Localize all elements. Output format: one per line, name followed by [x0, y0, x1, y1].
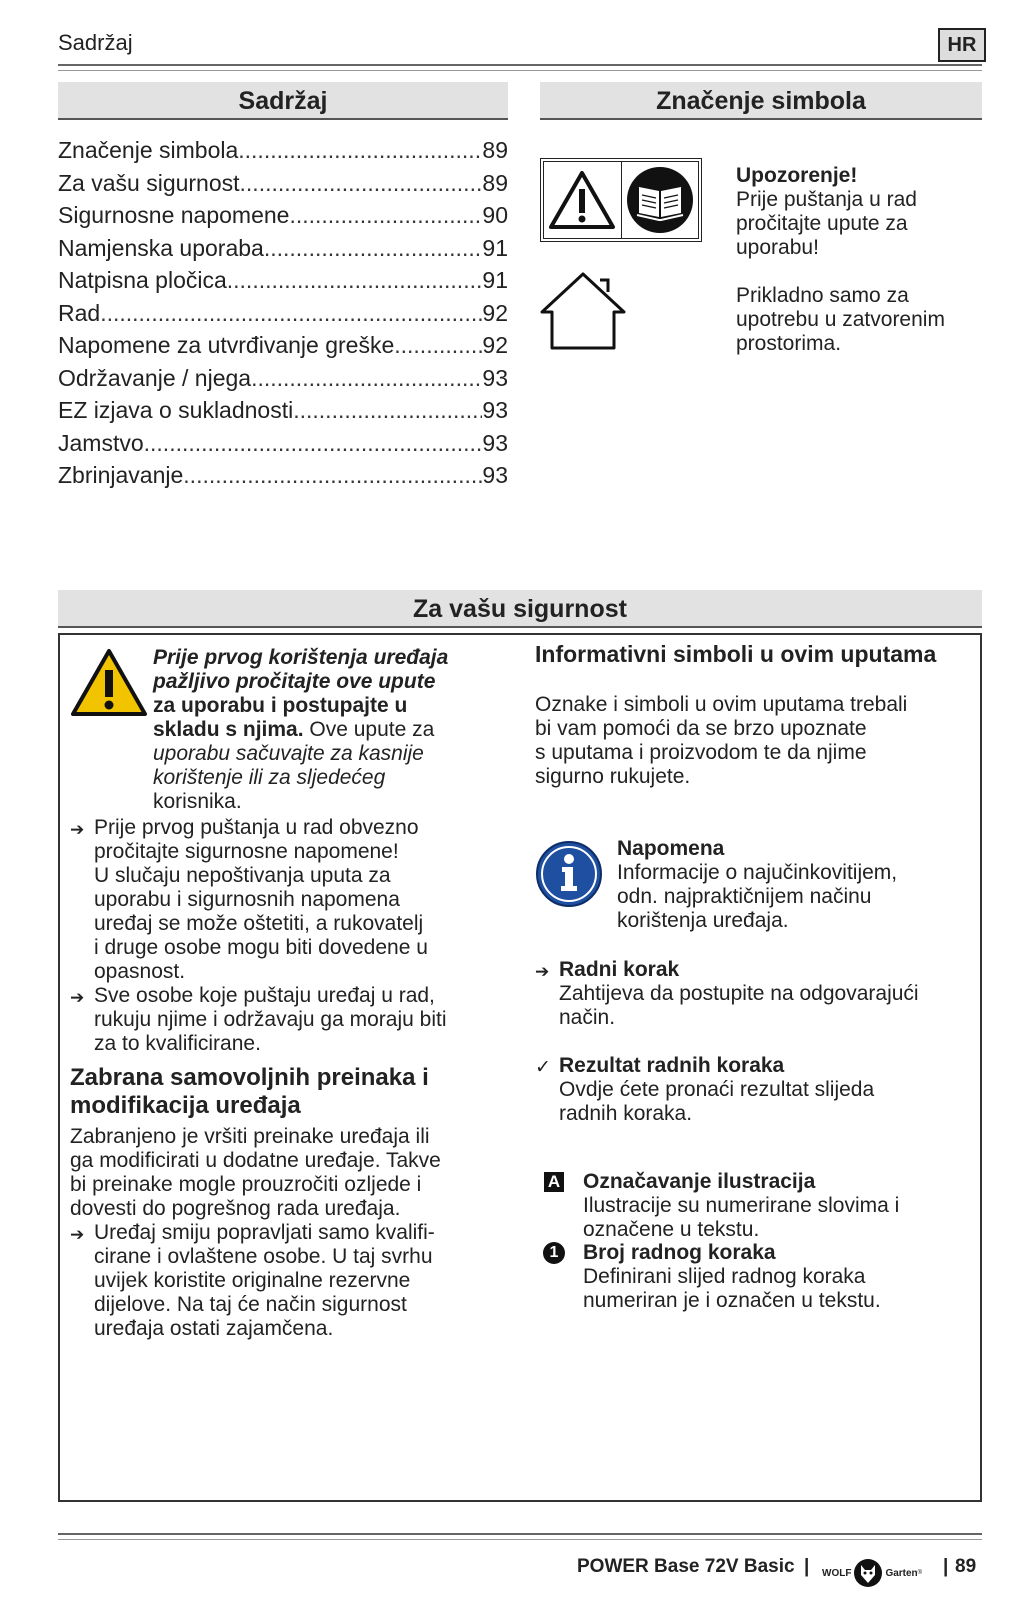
text-line: radnih koraka. [559, 1102, 693, 1125]
indoor-line: prostorima. [736, 332, 842, 355]
toc-entry-page: 93 [482, 429, 508, 456]
toc-leader-dots [251, 362, 482, 395]
arrow-right-icon: ➔ [70, 820, 85, 839]
info-intro [535, 693, 975, 789]
intro-line: Prije prvog korištenja uređaja [153, 646, 449, 669]
intro-line: pažljivo pročitajte ove upute [153, 670, 436, 693]
step-number-block [583, 1241, 983, 1313]
warning-line: uporabu! [736, 236, 819, 259]
toc-entry-label: EZ izjava o sukladnosti [58, 397, 294, 423]
footer-separator: | [943, 1556, 949, 1577]
symbols-heading: Značenje simbola [540, 82, 982, 120]
language-badge: HR [938, 28, 986, 62]
text-line: korištenja uređaja. [617, 909, 789, 932]
safety-heading: Za vašu sigurnost [58, 590, 982, 628]
toc-leader-dots [293, 394, 482, 427]
toc-entry-label: Jamstvo [58, 429, 144, 456]
bullet-line: uvijek koristite originalne rezervne [94, 1269, 411, 1292]
intro-line: za uporabu i postupajte u [153, 694, 408, 717]
warning-title: Upozorenje! [736, 164, 858, 187]
arrow-right-icon: ➔ [535, 962, 550, 981]
step-block [535, 958, 980, 1030]
illustration-title: Označavanje ilustracija [583, 1170, 816, 1193]
footer-separator: | [804, 1556, 810, 1577]
toc-entry-page: 89 [482, 137, 508, 163]
toc-entry-label: Zbrinjavanje [58, 462, 184, 488]
toc-leader-dots [100, 297, 482, 330]
bullet-line: Uređaj smiju popravljati samo kvalifi- [94, 1221, 435, 1244]
warning-symbol-box [540, 158, 702, 242]
house-icon [538, 270, 628, 357]
toc-entry-label: Napomene za utvrđivanje greške [58, 332, 395, 358]
toc-entry-page: 89 [482, 169, 508, 196]
warning-triangle-icon [544, 162, 621, 238]
note-block [617, 837, 977, 933]
bullet-line: i druge osobe mogu biti dovedene u [94, 936, 428, 959]
toc-entry [58, 297, 508, 330]
info-heading: Informativni simboli u ovim uputama [535, 641, 937, 667]
text-line: Ilustracije su numerirane slovima i [583, 1194, 900, 1217]
logo-text: Garten [885, 1567, 918, 1579]
text-line: bi preinake mogle prouzročiti ozljede i [70, 1173, 422, 1196]
bullet-line: opasnost. [94, 960, 186, 983]
step-number-badge: 1 [543, 1242, 565, 1264]
intro-line: skladu s njima. [153, 718, 304, 741]
text-line: Informacije o najučinkovitijem, [617, 861, 898, 884]
toc-entry-page: 93 [482, 462, 508, 488]
page-header-title: Sadržaj [58, 30, 133, 55]
text-line: Zahtijeva da postupite na odgovarajući [559, 982, 919, 1005]
toc-entry-page: 91 [482, 234, 508, 261]
toc-entry-page: 92 [482, 299, 508, 326]
table-of-contents [58, 134, 508, 492]
toc-entry [58, 394, 508, 427]
wolf-garten-logo: WOLF Garten ® [822, 1558, 922, 1588]
toc-entry-page: 91 [482, 267, 508, 293]
text-line: odn. najpraktičnijem načinu [617, 885, 872, 908]
note-title: Napomena [617, 837, 725, 860]
arrow-right-icon: ➔ [70, 988, 85, 1007]
toc-entry-page: 92 [482, 332, 508, 358]
text-line: Zabranjeno je vršiti preinake uređaja ili [70, 1125, 430, 1148]
indoor-description [736, 284, 986, 356]
info-icon [535, 840, 603, 913]
toc-leader-dots [264, 232, 483, 265]
toc-entry-label: Održavanje / njega [58, 364, 252, 391]
toc-leader-dots [238, 134, 482, 167]
toc-leader-dots [394, 329, 482, 362]
toc-entry [58, 329, 508, 362]
text-line: s uputama i proizvodom te da njime [535, 741, 867, 764]
step-title: Radni korak [559, 958, 680, 981]
text-line: ga modificirati u dodatne uređaje. Takve [70, 1149, 441, 1172]
toc-entry [58, 264, 508, 297]
warning-line: Prije puštanja u rad [736, 188, 917, 211]
checkmark-icon: ✓ [535, 1057, 551, 1078]
hazard-warning-icon [70, 648, 148, 723]
toc-entry [58, 232, 508, 265]
toc-entry [58, 199, 508, 232]
toc-entry-label: Rad [58, 299, 101, 326]
text-line: Definirani slijed radnog koraka [583, 1265, 866, 1288]
modification-text [70, 1125, 510, 1341]
toc-entry [58, 362, 508, 395]
list-item [70, 984, 510, 1056]
bullet-line: dijelove. Na taj će način sigurnost [94, 1293, 407, 1316]
footer-rule [58, 1533, 982, 1540]
result-block [535, 1054, 980, 1126]
bullet-line: cirane i ovlaštene osobe. U taj svrhu [94, 1245, 433, 1268]
intro-line: Ove upute za [303, 718, 435, 741]
text-line: dovesti do pogrešnog rada uređaja. [70, 1197, 401, 1220]
heading-line: Zabrana samovoljnih preinaka i [70, 1064, 429, 1091]
intro-line: korisnika. [153, 790, 242, 813]
bullet-line: uređaja ostati zajamčena. [94, 1317, 334, 1340]
modification-heading [70, 1064, 510, 1120]
logo-text: WOLF [822, 1567, 852, 1579]
arrow-right-icon: ➔ [70, 1225, 85, 1244]
page-number: 89 [955, 1556, 977, 1577]
bullet-line: Sve osobe koje puštaju uređaj u rad, [94, 984, 435, 1007]
text-line: bi vam pomoći da se brzo upoznate [535, 717, 867, 740]
warning-description [736, 164, 986, 260]
text-line: Oznake i simboli u ovim uputama trebali [535, 693, 908, 716]
text-line: Ovdje ćete pronaći rezultat slijeda [559, 1078, 875, 1101]
header-rule [58, 64, 982, 71]
text-line: način. [559, 1006, 616, 1029]
text-line: označene u tekstu. [583, 1218, 760, 1241]
text-line: numeriran je i označen u tekstu. [583, 1289, 881, 1312]
intro-line: korištenje ili za sljedećeg [153, 766, 386, 789]
bullet-line: pročitajte sigurnosne napomene! [94, 840, 399, 863]
bullet-line: uređaj se može oštetiti, a rukovatelj [94, 912, 424, 935]
toc-entry-label: Natpisna pločica [58, 267, 227, 293]
bullet-line: Prije prvog puštanja u rad obvezno [94, 816, 419, 839]
toc-entry [58, 134, 508, 167]
read-manual-icon [621, 162, 699, 238]
wolf-head-icon [853, 1558, 883, 1588]
list-item [70, 816, 510, 984]
toc-entry-label: Namjenska uporaba [58, 234, 264, 261]
toc-entry [58, 167, 508, 200]
text-line: sigurno rukujete. [535, 765, 691, 788]
toc-entry-label: Sigurnosne napomene [58, 202, 290, 228]
toc-leader-dots [227, 264, 483, 297]
indoor-line: Prikladno samo za [736, 284, 909, 307]
warning-line: pročitajte upute za [736, 212, 908, 235]
illustration-letter-badge: A [544, 1172, 564, 1192]
toc-entry-page: 93 [482, 397, 508, 423]
toc-entry-label: Značenje simbola [58, 137, 239, 163]
step-number-title: Broj radnog koraka [583, 1241, 776, 1264]
indoor-line: upotrebu u zatvorenim [736, 308, 945, 331]
toc-heading: Sadržaj [58, 82, 508, 120]
bullet-line: U slučaju nepoštivanja uputa za [94, 864, 391, 887]
toc-leader-dots [289, 199, 482, 232]
toc-entry-page: 90 [482, 202, 508, 228]
intro-line: uporabu sačuvajte za kasnije [153, 742, 424, 765]
list-item [70, 1221, 510, 1341]
safety-bullets [70, 816, 510, 1056]
toc-entry-page: 93 [482, 364, 508, 391]
toc-leader-dots [240, 167, 483, 200]
product-name: POWER Base 72V Basic [577, 1556, 795, 1577]
toc-leader-dots [144, 427, 483, 460]
toc-entry-label: Za vašu sigurnost [58, 169, 240, 196]
bullet-line: za to kvalificirane. [94, 1032, 261, 1055]
bullet-line: rukuju njime i održavaju ga moraju biti [94, 1008, 447, 1031]
toc-entry [58, 427, 508, 460]
safety-intro [153, 646, 513, 814]
heading-line: modifikacija uređaja [70, 1092, 301, 1119]
toc-entry [58, 459, 508, 492]
bullet-line: uporabu i sigurnosnih napomena [94, 888, 400, 911]
illustration-block [583, 1170, 983, 1242]
result-title: Rezultat radnih koraka [559, 1054, 785, 1077]
toc-leader-dots [183, 459, 482, 492]
